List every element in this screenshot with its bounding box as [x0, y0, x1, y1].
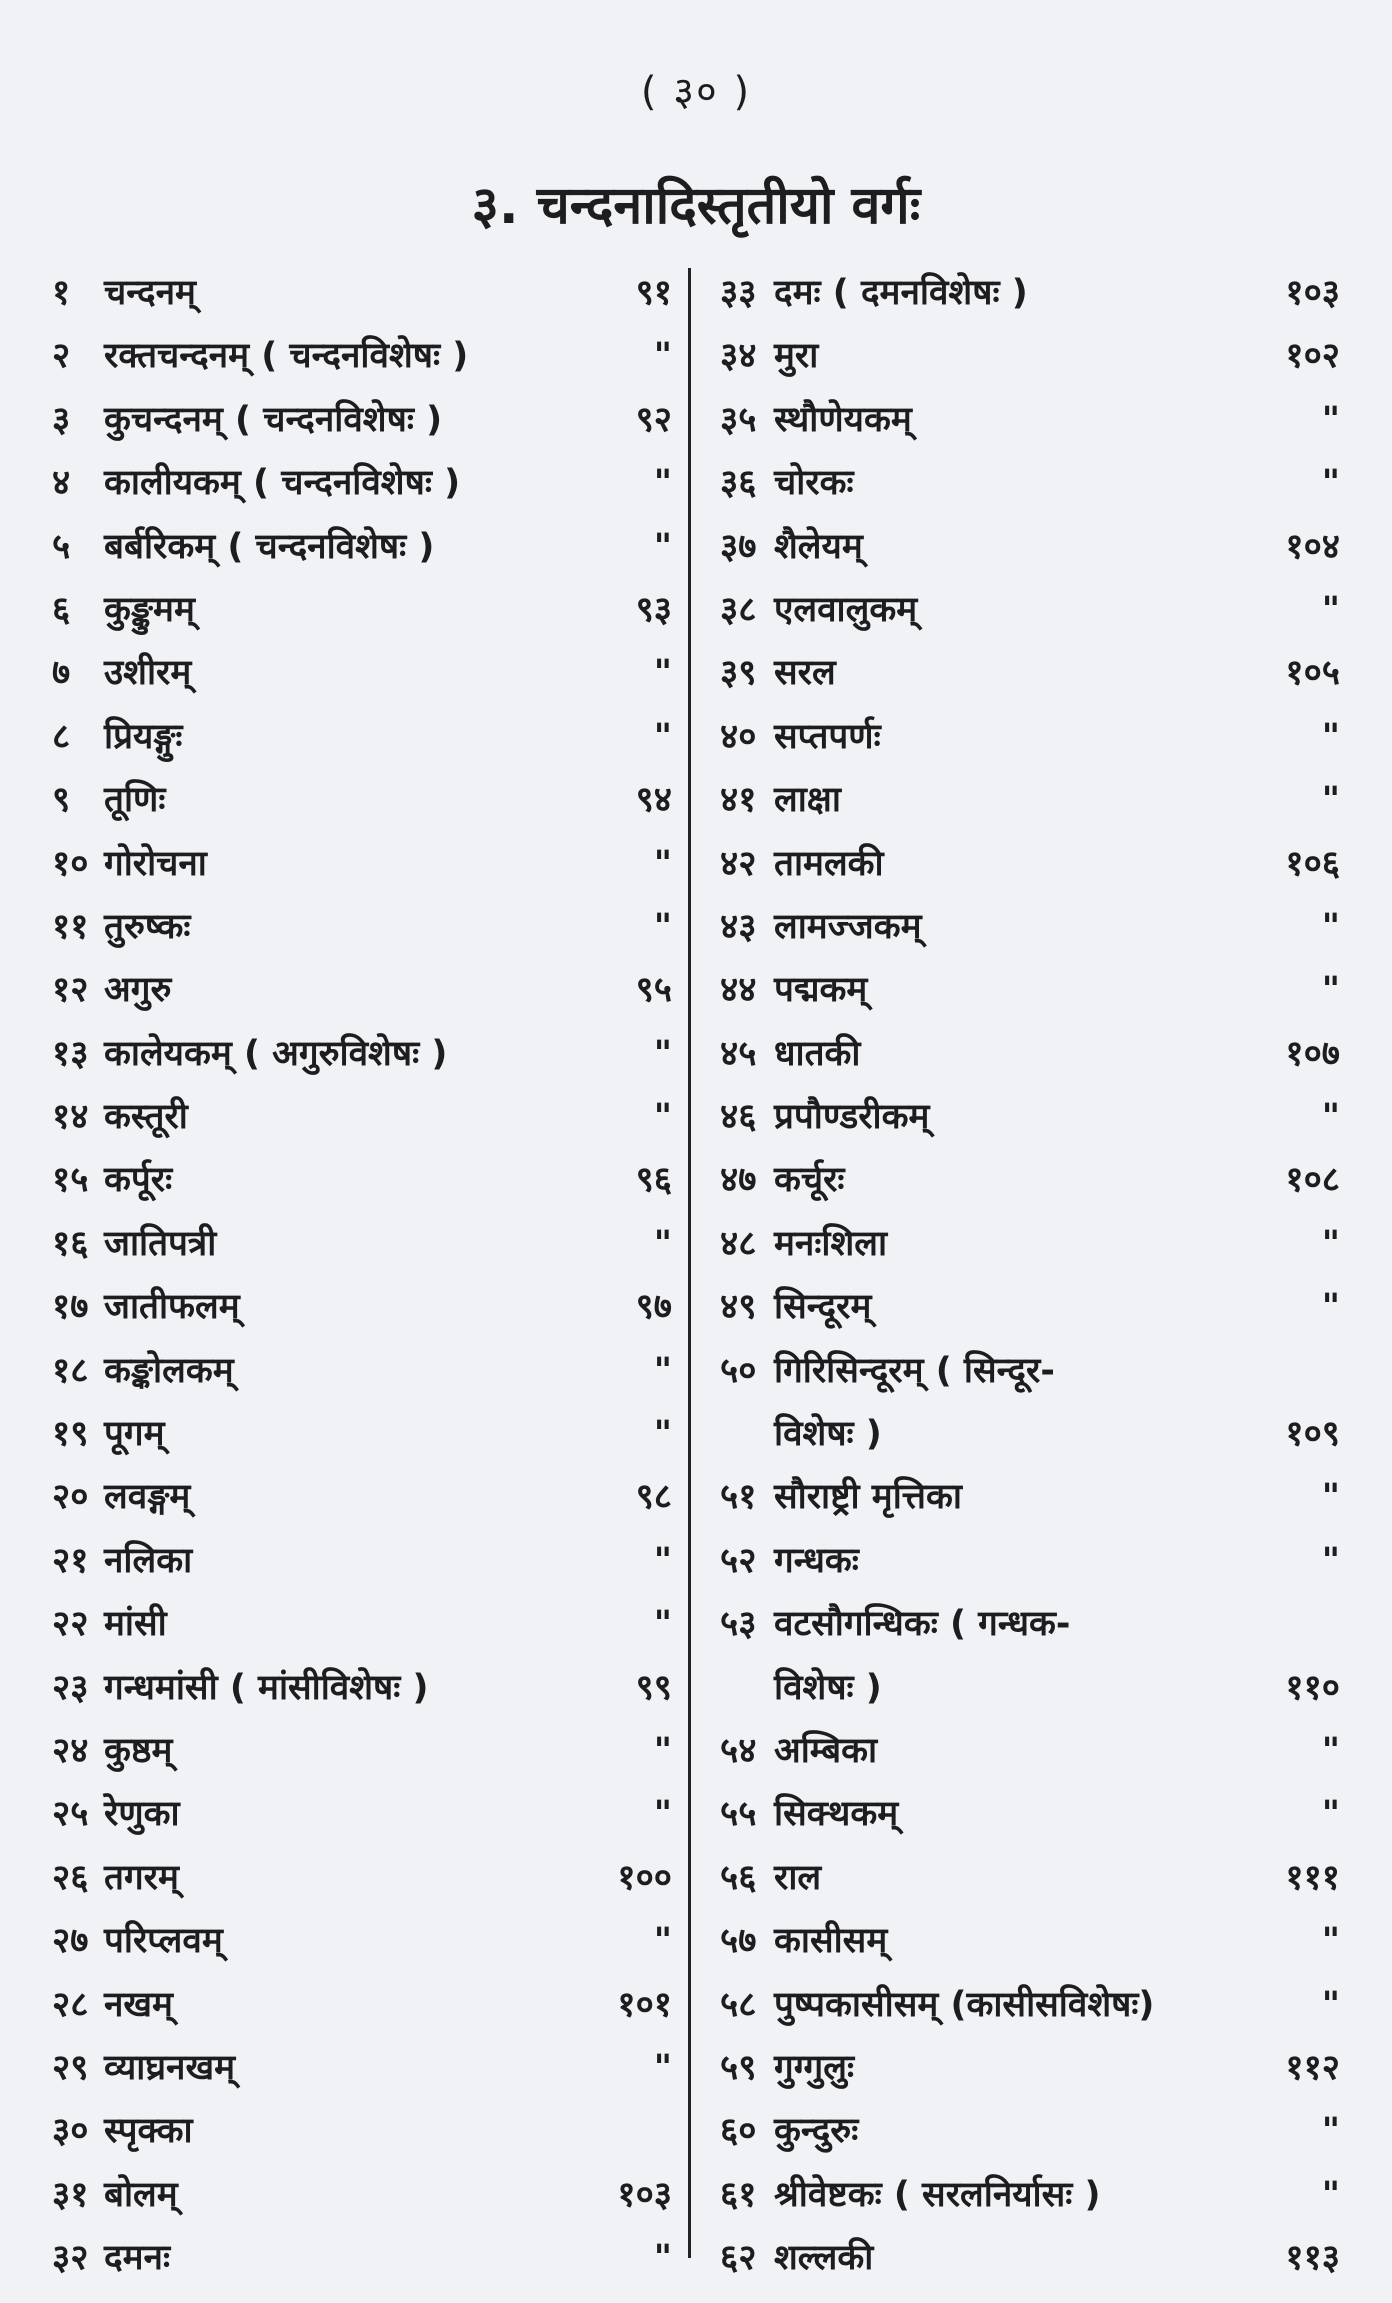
entry-name: वटसौगन्धिकः ( गन्धक-	[774, 1604, 1071, 1645]
entry-num: ३३	[720, 273, 757, 313]
entry-page: १०२	[1285, 336, 1340, 377]
entry-name: विशेषः )	[774, 1667, 882, 1708]
entry-name: कालीयकम् ( चन्दनविशेषः )	[104, 463, 461, 504]
index-entry	[52, 896, 672, 959]
entry-name: दमः ( दमनविशेषः )	[774, 273, 1028, 313]
index-entry	[52, 389, 672, 452]
entry-page: "	[1321, 906, 1340, 947]
index-entry	[720, 896, 1340, 959]
entry-page: "	[1321, 780, 1340, 821]
entry-num: ९	[52, 780, 71, 821]
entry-name: कर्चूरः	[774, 1160, 845, 1201]
entry-num: ५८	[720, 1984, 757, 2025]
entry-page: ११३	[1285, 2238, 1340, 2279]
entry-page: १०६	[1285, 843, 1340, 884]
entry-num: ४	[52, 463, 71, 504]
index-entry	[52, 1213, 672, 1276]
entry-num: ३५	[720, 399, 757, 440]
entry-name: नलिका	[104, 1540, 193, 1581]
entry-num: ३९	[720, 653, 757, 694]
page-number: ( ३० )	[640, 69, 752, 115]
entry-page: १०३	[1285, 273, 1340, 313]
entry-page: १११	[1285, 1857, 1340, 1898]
entry-name: कस्तूरी	[104, 1097, 188, 1138]
entry-name: गन्धमांसी ( मांसीविशेषः )	[104, 1667, 429, 1708]
entry-num: १५	[52, 1160, 89, 1201]
entry-name: लाक्षा	[774, 780, 841, 821]
index-entry	[720, 1023, 1340, 1086]
index-entry	[720, 1530, 1340, 1593]
entry-num: २७	[52, 1921, 89, 1962]
entry-num: २९	[52, 2047, 89, 2088]
entry-num: २१	[52, 1540, 89, 1581]
entry-num: ४९	[720, 1287, 757, 1328]
entry-name: तामलकी	[774, 843, 884, 884]
index-entry	[52, 1530, 672, 1593]
entry-page: "	[1321, 2174, 1340, 2215]
entry-num: ३६	[720, 463, 757, 504]
entry-num: ४४	[720, 970, 757, 1011]
entry-page: ९१	[635, 273, 672, 313]
entry-name: रेणुका	[104, 1794, 180, 1835]
entry-name: परिप्लवम्	[104, 1921, 223, 1962]
entry-page: "	[653, 843, 672, 884]
entry-name: कङ्कोलकम्	[104, 1350, 234, 1391]
index-entry	[720, 1149, 1340, 1212]
entry-page: १००	[617, 1857, 672, 1898]
entry-num: ७	[52, 653, 71, 694]
entry-page: "	[1321, 1477, 1340, 1518]
entry-num: १	[52, 273, 71, 313]
index-entry	[52, 1910, 672, 1973]
entry-name: सरल	[774, 653, 836, 694]
index-entry	[720, 516, 1340, 579]
index-entry	[52, 452, 672, 515]
entry-num: १४	[52, 1097, 89, 1138]
entry-page: ९७	[635, 1287, 672, 1328]
entry-name: सिक्थकम्	[774, 1794, 899, 1835]
entry-page: "	[1321, 399, 1340, 440]
index-entry	[52, 516, 672, 579]
entry-name: तुरुष्कः	[104, 906, 191, 947]
entry-page: "	[653, 463, 672, 504]
entry-name: गन्धकः	[774, 1540, 859, 1581]
entry-page: "	[653, 2238, 672, 2279]
index-entry	[720, 262, 1340, 325]
entry-page: "	[1321, 1097, 1340, 1138]
entry-num: ८	[52, 716, 71, 757]
entry-page: "	[1321, 589, 1340, 630]
index-entry	[720, 959, 1340, 1022]
entry-page: "	[1321, 463, 1340, 504]
index-entry	[720, 1720, 1340, 1783]
entry-name: धातकी	[774, 1033, 861, 1074]
entry-name: लवङ्गम्	[104, 1477, 191, 1518]
entry-num: ५२	[720, 1540, 757, 1581]
entry-page: "	[1321, 1794, 1340, 1835]
entry-name: कर्पूरः	[104, 1160, 173, 1201]
index-entry	[52, 1149, 672, 1212]
index-entry	[52, 1593, 672, 1656]
entry-name: शल्लकी	[774, 2238, 874, 2279]
entry-name: सिन्दूरम्	[774, 1287, 872, 1328]
index-entry	[52, 769, 672, 832]
entry-name: गिरिसिन्दूरम् ( सिन्दूर-	[774, 1350, 1055, 1391]
entry-name: तगरम्	[104, 1857, 179, 1898]
entry-name: बर्बरिकम् ( चन्दनविशेषः )	[104, 526, 435, 567]
entry-name: कासीसम्	[774, 1921, 888, 1962]
entry-num: ५४	[720, 1730, 757, 1771]
index-entry	[52, 1974, 672, 2037]
entry-name: रक्तचन्दनम् ( चन्दनविशेषः )	[104, 336, 469, 377]
index-entry	[52, 706, 672, 769]
entry-num: ५	[52, 526, 71, 567]
entry-name: अगुरु	[104, 970, 172, 1011]
entry-num: १३	[52, 1033, 89, 1074]
entry-num: २०	[52, 1477, 89, 1518]
index-entry	[52, 1783, 672, 1846]
column-divider	[688, 268, 691, 2258]
entry-name: राल	[774, 1857, 822, 1898]
entry-page: ९३	[635, 589, 672, 630]
entry-name: तूणिः	[104, 780, 166, 821]
entry-page: "	[1321, 970, 1340, 1011]
entry-name: कुष्ठम्	[104, 1730, 173, 1771]
index-entry	[52, 1657, 672, 1720]
entry-name: पुष्पकासीसम् (कासीसविशेषः)	[774, 1984, 1155, 2025]
entry-num: १६	[52, 1223, 89, 1264]
entry-num: ५९	[720, 2047, 757, 2088]
index-entry	[720, 769, 1340, 832]
entry-num: ६१	[720, 2174, 757, 2215]
entry-name: एलवालुकम्	[774, 589, 918, 630]
index-entry	[52, 325, 672, 388]
entry-page: "	[653, 1033, 672, 1074]
entry-name: जातिपत्री	[104, 1223, 217, 1264]
left-column	[52, 262, 672, 2291]
index-entry	[720, 1340, 1340, 1403]
entry-name: अम्बिका	[774, 1730, 878, 1771]
entry-num: ३४	[720, 336, 757, 377]
entry-page: "	[653, 653, 672, 694]
index-entry	[720, 1783, 1340, 1846]
entry-page: "	[653, 716, 672, 757]
index-entry	[720, 1847, 1340, 1910]
entry-name: शैलेयम्	[774, 526, 863, 567]
index-entry	[52, 1276, 672, 1339]
entry-num: १७	[52, 1287, 89, 1328]
index-entry	[52, 579, 672, 642]
index-entry	[720, 325, 1340, 388]
entry-num: ६	[52, 589, 71, 630]
entry-num: १८	[52, 1350, 89, 1391]
entry-page: "	[1321, 1730, 1340, 1771]
entry-num: ३०	[52, 2111, 89, 2152]
entry-page: "	[653, 1223, 672, 1264]
index-entry	[720, 1657, 1340, 1720]
entry-num: ५१	[720, 1477, 757, 1518]
entry-num: ५६	[720, 1857, 757, 1898]
entry-name: कालेयकम् ( अगुरुविशेषः )	[104, 1033, 448, 1074]
entry-num: २४	[52, 1730, 89, 1771]
entry-num: ५७	[720, 1921, 757, 1962]
entry-name: मांसी	[104, 1604, 167, 1645]
index-entry	[720, 1466, 1340, 1529]
index-entry	[720, 389, 1340, 452]
index-entry	[720, 2037, 1340, 2100]
entry-page: ९४	[635, 780, 672, 821]
index-entry	[52, 959, 672, 1022]
entry-page: "	[653, 906, 672, 947]
entry-name: गोरोचना	[104, 843, 207, 884]
entry-num: ४६	[720, 1097, 757, 1138]
entry-page: "	[1321, 1223, 1340, 1264]
entry-name: व्याघ्रनखम्	[104, 2047, 236, 2088]
entry-name: सप्तपर्णः	[774, 716, 881, 757]
index-entry	[720, 2164, 1340, 2227]
entry-num: २३	[52, 1667, 89, 1708]
entry-page: "	[653, 1794, 672, 1835]
index-entry	[720, 2227, 1340, 2290]
entry-num: २२	[52, 1604, 89, 1645]
entry-name: प्रपौण्डरीकम्	[774, 1097, 930, 1138]
entry-name: चन्दनम्	[104, 273, 196, 313]
entry-page: "	[653, 1604, 672, 1645]
index-entry	[720, 1213, 1340, 1276]
index-entry	[720, 706, 1340, 769]
entry-name: गुग्गुलुः	[774, 2047, 855, 2088]
entry-name: प्रियङ्गुः	[104, 716, 183, 757]
entry-page: १०१	[617, 1984, 672, 2025]
entry-name: विशेषः )	[774, 1414, 882, 1455]
index-entry	[52, 642, 672, 705]
entry-page: "	[1321, 2111, 1340, 2152]
entry-name: उशीरम्	[104, 653, 192, 694]
index-entry	[52, 1086, 672, 1149]
entry-name: लामज्जकम्	[774, 906, 922, 947]
index-entry	[52, 262, 672, 325]
entry-num: ३	[52, 399, 71, 440]
entry-page: ९८	[635, 1477, 672, 1518]
entry-num: २६	[52, 1857, 89, 1898]
index-entry	[52, 1466, 672, 1529]
index-entry	[52, 833, 672, 896]
index-entry	[720, 452, 1340, 515]
entry-num: ५५	[720, 1794, 757, 1835]
index-entry	[720, 1403, 1340, 1466]
entry-num: ४५	[720, 1033, 757, 1074]
entry-page: १०८	[1285, 1160, 1340, 1201]
entry-num: ४८	[720, 1223, 757, 1264]
entry-name: चोरकः	[774, 463, 854, 504]
entry-page: "	[653, 336, 672, 377]
entry-name: पद्मकम्	[774, 970, 868, 1011]
entry-num: ३८	[720, 589, 757, 630]
entry-num: ४३	[720, 906, 757, 947]
entry-page: ९९	[635, 1667, 672, 1708]
entry-page: १०७	[1285, 1033, 1340, 1074]
entry-num: ४७	[720, 1160, 757, 1201]
entry-name: मुरा	[774, 336, 819, 377]
entry-num: १९	[52, 1414, 89, 1455]
index-entry	[720, 833, 1340, 896]
entry-page: "	[653, 526, 672, 567]
entry-num: ४२	[720, 843, 757, 884]
entry-num: २८	[52, 1984, 89, 2025]
entry-page: १०५	[1285, 653, 1340, 694]
index-entry	[720, 1593, 1340, 1656]
entry-page: "	[653, 1540, 672, 1581]
entry-name: बोलम्	[104, 2174, 178, 2215]
entry-num: १२	[52, 970, 89, 1011]
entry-name: कुङ्कुमम्	[104, 589, 195, 630]
entry-page: "	[653, 1730, 672, 1771]
entry-page: "	[653, 1097, 672, 1138]
entry-page: "	[1321, 1540, 1340, 1581]
index-entry	[720, 1910, 1340, 1973]
entry-name: सौराष्ट्री मृत्तिका	[774, 1477, 962, 1518]
section-title: ३. चन्दनादिस्तृतीयो वर्गः	[471, 176, 921, 236]
index-entry	[52, 1340, 672, 1403]
index-entry	[52, 1847, 672, 1910]
entry-page: "	[653, 2047, 672, 2088]
entry-page: ११०	[1285, 1667, 1340, 1708]
index-entry	[52, 2164, 672, 2227]
entry-name: श्रीवेष्टकः ( सरलनिर्यासः )	[774, 2174, 1101, 2215]
index-entry	[52, 2100, 672, 2163]
entry-num: ५०	[720, 1350, 757, 1391]
entry-num: १०	[52, 843, 89, 884]
entry-name: नखम्	[104, 1984, 173, 2025]
entry-num: ३७	[720, 526, 757, 567]
entry-page: १०३	[617, 2174, 672, 2215]
entry-page: "	[653, 1921, 672, 1962]
entry-name: स्पृक्का	[104, 2111, 193, 2152]
entry-name: मनःशिला	[774, 1223, 888, 1264]
index-entry	[52, 2227, 672, 2290]
entry-page: १०९	[1285, 1414, 1340, 1455]
entry-page: "	[1321, 1287, 1340, 1328]
entry-num: २५	[52, 1794, 89, 1835]
entry-num: ४१	[720, 780, 757, 821]
entry-name: कुचन्दनम् ( चन्दनविशेषः )	[104, 399, 443, 440]
right-column	[720, 262, 1340, 2291]
entry-name: पूगम्	[104, 1414, 165, 1455]
entry-page: "	[653, 1414, 672, 1455]
index-entry	[720, 1086, 1340, 1149]
entry-page: "	[653, 1350, 672, 1391]
entry-page: ९६	[635, 1160, 672, 1201]
entry-num: ३१	[52, 2174, 89, 2215]
index-entry	[52, 1023, 672, 1086]
index-entry	[720, 642, 1340, 705]
index-entry	[52, 1403, 672, 1466]
entry-num: ६२	[720, 2238, 757, 2279]
index-entry	[720, 2100, 1340, 2163]
entry-name: स्थौणेयकम्	[774, 399, 912, 440]
entry-num: ११	[52, 906, 89, 947]
entry-num: ५३	[720, 1604, 757, 1645]
entry-page: ११२	[1285, 2047, 1340, 2088]
index-entry	[720, 1974, 1340, 2037]
entry-num: ३२	[52, 2238, 89, 2279]
entry-page: १०४	[1285, 526, 1340, 567]
entry-num: ४०	[720, 716, 757, 757]
entry-page: ९२	[635, 399, 672, 440]
entry-num: ६०	[720, 2111, 757, 2152]
entry-page: "	[1321, 716, 1340, 757]
index-entry	[52, 1720, 672, 1783]
entry-page: ९५	[635, 970, 672, 1011]
index-entry	[52, 2037, 672, 2100]
entry-name: जातीफलम्	[104, 1287, 240, 1328]
entry-name: दमनः	[104, 2238, 171, 2279]
entry-page: "	[1321, 1921, 1340, 1962]
entry-name: कुन्दुरुः	[774, 2111, 859, 2152]
entry-page: "	[1321, 1984, 1340, 2025]
index-entry	[720, 1276, 1340, 1339]
index-entry	[720, 579, 1340, 642]
entry-num: २	[52, 336, 71, 377]
